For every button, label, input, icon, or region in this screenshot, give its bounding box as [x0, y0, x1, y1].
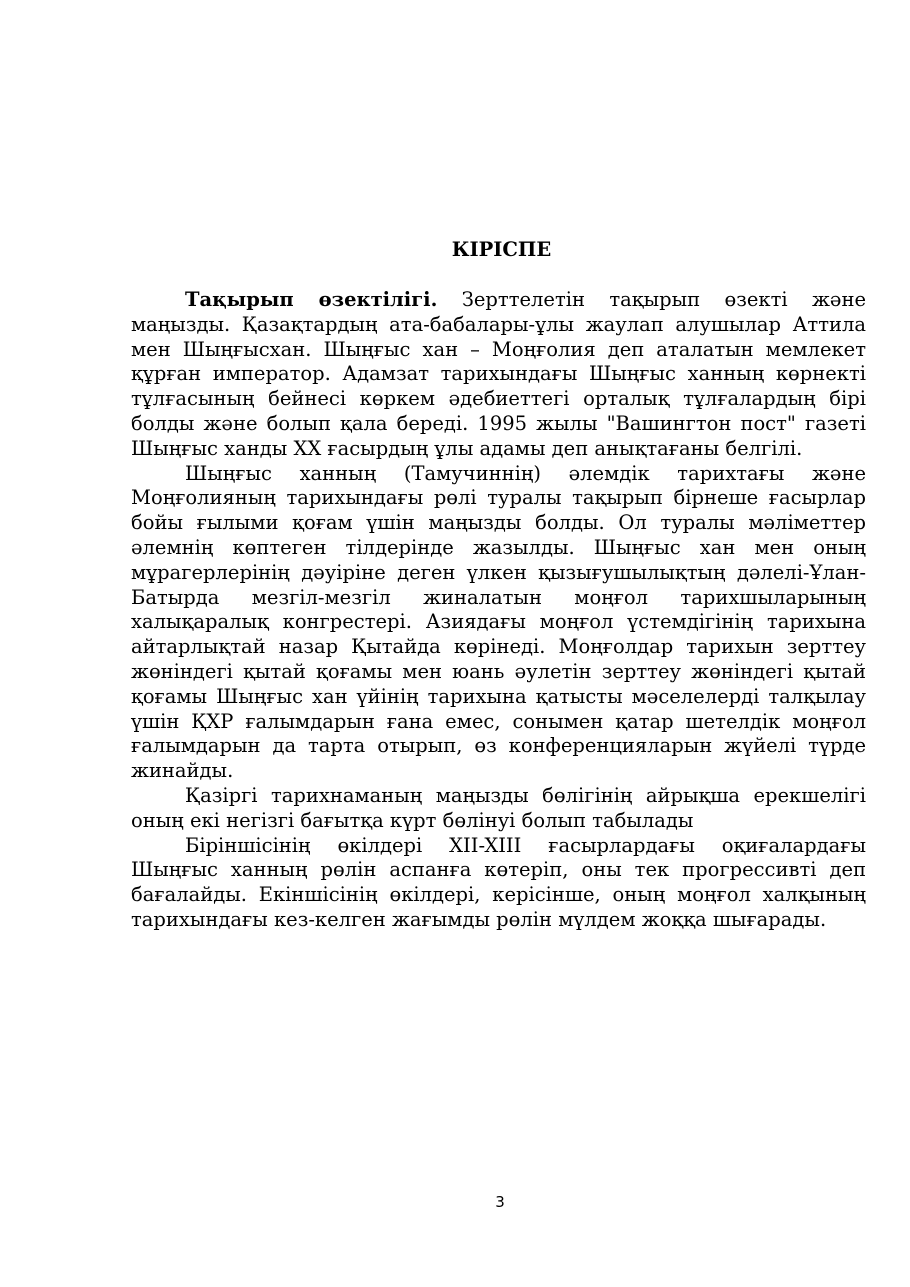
- paragraph-text: Зерттелетін тақырып өзекті және маңызды. Қазақтардың ата-бабалары-ұлы жаулап алушылар Аттила мен Шыңғысхан. Шыңғыс хан – Моңғолия деп аталатын мемлекет құрған император. Адамзат тарихындағы Шыңғыс ханның көрнекті тұлғасының бейнесі көркем әдебиеттегі орталық тұлғалардың бірі болды және болып қала береді. 1995 жылы "Вашингтон пост" газеті Шыңғыс ханды ХХ ғасырдың ұлы адамы деп анықтағаны белгілі.: [131, 288, 866, 460]
- page-number: 3: [495, 1193, 505, 1211]
- paragraph-role: Шыңғыс ханның (Тамучиннің) әлемдік тарихтағы және Моңғолияның тарихындағы рөлі туралы тақырып бірнеше ғасырлар бойы ғылыми қоғам үшін маңызды болды. Ол туралы мәліметтер әлемнің көптеген тілдерінде жазылды. Шыңғыс хан мен оның мұрагерлерінің дәуіріне деген үлкен қызығушылықтың дәлелі-Ұлан-Батырда мезгіл-мезгіл жиналатын моңғол тарихшыларының халықаралық конгрестері. Азиядағы моңғол үстемдігінің тарихына айтарлықтай назар Қытайда көрінеді. Моңғолдар тарихын зерттеу жөніндегі қытай қоғамы мен юань әулетін зерттеу жөніндегі қытай қоғамы Шыңғыс хан үйінің тарихына қатысты мәселелерді талқылау үшін ҚХР ғалымдарын ғана емес, сонымен қатар шетелдік моңғол ғалымдарын да тарта отырып, өз конференцияларын жүйелі түрде жинайды.: [131, 461, 866, 783]
- paragraph-historiography: Қазіргі тарихнаманың маңызды бөлігінің айрықша ерекшелігі оның екі негізгі бағытқа күрт бөлінуі болып табылады: [131, 783, 866, 832]
- paragraph-directions: Біріншісінің өкілдері XII-XIII ғасырлардағы оқиғалардағы Шыңғыс ханның рөлін аспанға көтеріп, оны тек прогрессивті деп бағалайды. Екіншісінің өкілдері, керісінше, оның моңғол халқының тарихындағы кез-келген жағымды рөлін мүлдем жоққа шығарады.: [131, 833, 866, 931]
- paragraph-lead: Тақырып өзектілігі.: [185, 288, 438, 311]
- page-title: КІРІСПЕ: [451, 238, 552, 261]
- page-content: [131, 236, 866, 933]
- paragraph-relevance: [131, 288, 866, 462]
